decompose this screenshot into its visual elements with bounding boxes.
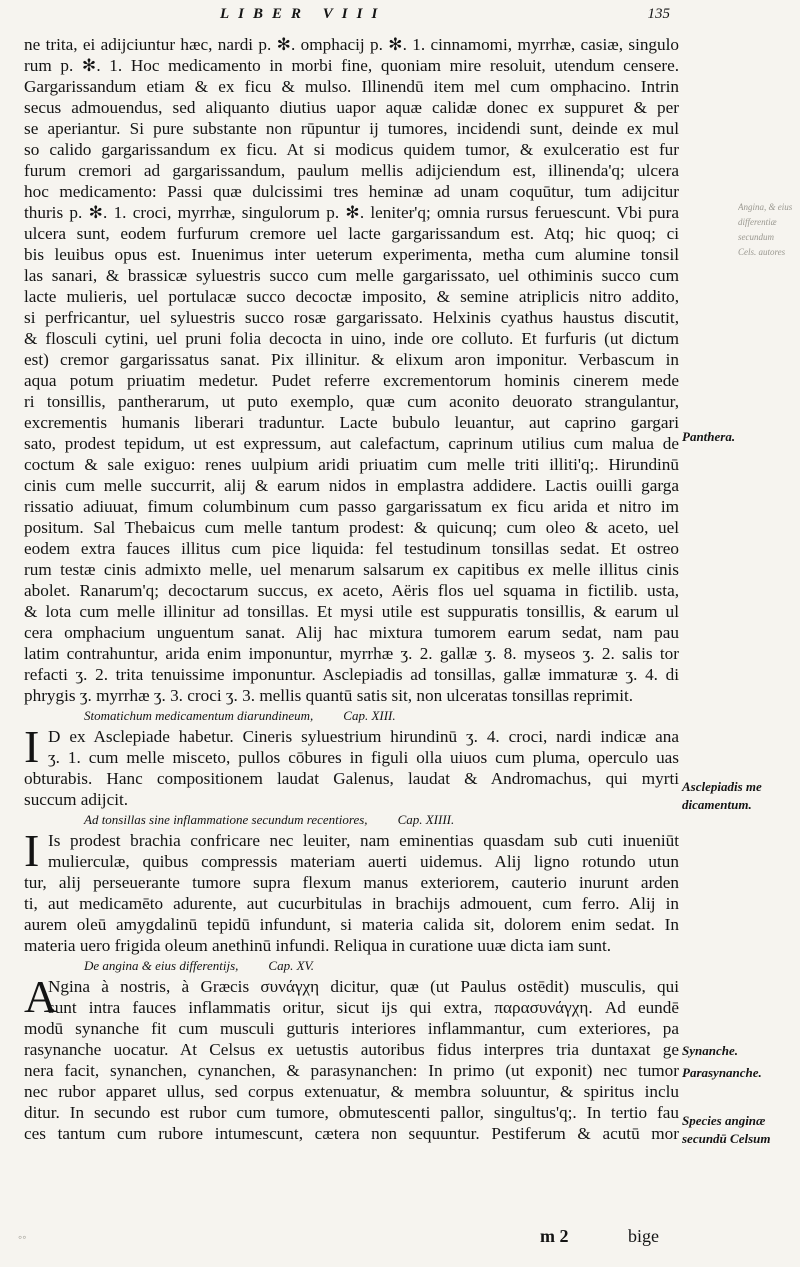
- text-line: latim contrahuntur, arida enim imponuntur, myrrhæ ʒ. 2. gallæ ʒ. 8. myseos ʒ. 2. salis tor: [24, 644, 679, 663]
- signature-mark: m 2: [540, 1226, 569, 1246]
- text-line: D ex Asclepiade habetur. Cineris syluestrium hirundinū ʒ. 4. croci, nardi indicæ ana: [48, 727, 679, 746]
- page-footer: [0, 1226, 800, 1256]
- running-head: LIBER VIII: [220, 6, 387, 22]
- text-line: refacti ʒ. 2. trita tenuissime imponuntur. Asclepiadis ad tonsillas, gallæ immaturæ ʒ. 4. di: [24, 665, 679, 684]
- ornament-fragment-icon: ◦◦: [18, 1230, 27, 1244]
- margin-note-panthera: Panthera.: [682, 429, 736, 444]
- text-line: & flosculi cytini, uel pruni folia decocta in uino, inde ore colluto. Et furfuris (ut dictum: [24, 329, 679, 348]
- text-line: materia uero frigida oleum anethinū infundi. Reliqua in curatione uuæ dicta iam sunt.: [24, 936, 612, 955]
- text-line: positum. Sal Thebaicus cum melle tantum prodest: & quicunq; cum oleo & aceto, uel: [24, 518, 679, 537]
- text-line: mulierculæ, quibus compressis materiam auerti uidemus. Alij ligno rotundo utun: [48, 852, 679, 871]
- text-line: tur, alij perseuerante tumore supra flexum manus exteriorem, cauterio inurunt arden: [24, 873, 679, 892]
- text-line: bis leuibus opus est. Inuenimus inter ueterum experimenta, metha cum alumine tonsil: [24, 245, 679, 264]
- chapter-title: Ad tonsillas sine inflammatione secundum recentiores,: [84, 812, 368, 827]
- initial-letter: A: [24, 971, 58, 1022]
- chapter-paragraph: [24, 825, 679, 956]
- margin-note-synanche: Synanche.: [682, 1043, 738, 1058]
- text-line: thuris p. ✻. 1. croci, myrrhæ, singulorum p. ✻. leniter'q; omnia rursus feruescunt. Vbi pura: [24, 203, 679, 222]
- text-line: ces tantum cum rubore intumescunt, cætera non sequuntur. Pestiferum & acutū mor: [24, 1124, 679, 1143]
- text-line: secus admouendus, sed aliquanto diutius uapor aquæ calidæ donec ex suppuret & per: [24, 98, 679, 117]
- text-line: modū synanche fit cum musculi gutturis interiores inflammantur, cum exteriores, pa: [24, 1019, 679, 1038]
- text-line: eodem extra fauces illitus cum pice liquida: fel testudinum tonsillas sedat. Et ostreo: [24, 539, 679, 558]
- page-header: [0, 6, 800, 28]
- faded-margin-note: Angina, & eius differentiæ secundum Cels. autores: [738, 202, 793, 257]
- text-line: sunt intra fauces inflammatis oritur, sicut ijs qui extra, παρασυνάγχη. Ad eundē: [48, 998, 679, 1017]
- text-line: so calido gargarissandum ex ficu. At si modicus quidem tumor, & exulceratio est fur: [24, 140, 679, 159]
- text-line: ti, aut medicamēto adurente, aut cucurbitulas in brachijs admouent, cum ferro. Alij in: [24, 894, 679, 913]
- text-line: Is prodest brachia confricare nec leuiter, nam eminentias quasdam sub cuti inueniūt: [48, 831, 679, 850]
- text-column: [24, 34, 679, 1144]
- margin-note-species-1: Species anginæ: [682, 1113, 766, 1128]
- text-line: obturabis. Hanc compositionem laudat Galenus, laudat & Andromachus, qui myrti: [24, 769, 679, 788]
- margin-note-parasynanche: Parasynanche.: [682, 1065, 762, 1080]
- chapter-number: Cap. XV.: [268, 958, 315, 973]
- chapter-number: Cap. XIIII.: [397, 812, 455, 827]
- text-line: nera facit, synanchen, cynanchen, & parasynanchen: In primo (ut exponit) nec tumor: [24, 1061, 679, 1080]
- margin-note-species-2: secundū Celsum: [682, 1131, 771, 1146]
- chapter-heading: [24, 706, 679, 726]
- text-line: si perfricantur, uel syluestris succo rosæ gargarissato. Helxinis cyathus haustus discutit,: [24, 308, 679, 327]
- text-line: rum testæ cinis admixto melle, uel menarum salsarum ex capitibus ex melle illitus cinis: [24, 560, 679, 579]
- text-line: Ngina à nostris, à Græcis συνάγχη dicitur, quæ (ut Paulus ostēdit) musculis, qui: [48, 977, 679, 996]
- text-line: furum cremori ad gargarissandum, paulum mellis adijciendum est, illinenda'q; ulcera: [24, 161, 679, 180]
- text-line: se aperiantur. Si pure substante non rūpuntur ij tumores, incidendi sunt, deinde ex mul: [24, 119, 679, 138]
- text-line: rissatio adiuuat, fimum columbinum cum passo gargarissatum ex ficu arida et nitro im: [24, 497, 679, 516]
- text-line: ne trita, ei adijciuntur hæc, nardi p. ✻. omphacij p. ✻. 1. cinnamomi, myrrhæ, casiæ, singulo: [24, 35, 679, 54]
- text-line: succum adijcit.: [24, 790, 129, 809]
- text-line: nec rubor apparet ullus, sed corpus extenuatur, & membra soluuntur, & spiritus inclu: [24, 1082, 679, 1101]
- text-line: hoc medicamento: Passi quæ dulcissimi tres heminæ ad unam coquūtur, tum adijcitur: [24, 182, 679, 201]
- margin-note-asclepiadis-2: dicamentum.: [682, 797, 752, 812]
- text-line: excrementis humanis liberari traduntur. Lacte bubulo leuantur, aut caprino gargari: [24, 413, 679, 432]
- initial-letter: I: [24, 825, 40, 876]
- text-line: cera omphacium unguentum sanat. Alij hac mixtura tumorem earum sedat, nam pau: [24, 623, 679, 642]
- folio-number: 135: [647, 6, 670, 22]
- text-line: ʒ. 1. cum melle misceto, pullos cōbures in figuli olla uiuos cum pluma, operculo uas: [48, 748, 679, 767]
- chapter-paragraph: [24, 971, 679, 1144]
- text-line: Gargarissandum etiam & ex ficu & mulso. Illinendū item mel cum omphacino. Intrin: [24, 77, 679, 96]
- text-line: ditur. In secundo est rubor cum tumore, obmutescenti pallor, singultus'q;. In tertio fau: [24, 1103, 679, 1122]
- chapter-heading: [24, 956, 679, 976]
- text-line: abolet. Ranarum'q; decoctarum succus, ex aceto, Aëris flos uel squama in fictilib. usta,: [24, 581, 679, 600]
- text-line: sato, prodest tepidum, ut est expressum, aut calefactum, caprinum utilius cum malua de: [24, 434, 679, 453]
- text-line: lacte mulieris, uel portulacæ succo decoctæ imposito, & semine atriplicis nitro addito,: [24, 287, 679, 306]
- text-line: rasynanche uocatur. At Celsus ex uetustis autoribus fidus interpres tria duntaxat ge: [24, 1040, 679, 1059]
- text-line: phrygis ʒ. myrrhæ ʒ. 3. croci ʒ. 3. mellis quantū satis sit, non ulceratas tonsillas reprimit.: [24, 686, 634, 705]
- text-line: cinis cum melle succurrit, alij & earum nidos in emplastra addidere. Lactis ouilli garga: [24, 476, 679, 495]
- catchword: bige: [628, 1226, 659, 1246]
- chapter-title: De angina & eius differentijs,: [84, 958, 239, 973]
- text-line: aurem oleū amygdalinū tepidū infundunt, si materia calida sit, dolorem enim sedat. In: [24, 915, 679, 934]
- text-line: aqua potum priuatim medetur. Pudet referre excrementorum hominis cinerem mede: [24, 371, 679, 390]
- text-line: rum p. ✻. 1. Hoc medicamento in morbi fine, quoniam mire resoluit, utendum censere.: [24, 56, 679, 75]
- initial-letter: I: [24, 721, 40, 772]
- text-line: est) cremor gargarissatus sanat. Pix illinitur. & elixum aron imponitur. Verbascum in: [24, 350, 679, 369]
- chapter-heading: [24, 810, 679, 830]
- text-line: las sanari, & brassicæ syluestris succo cum melle gargarissato, uel othiminis succo cum: [24, 266, 679, 285]
- paragraph-continuation: [24, 34, 679, 706]
- text-line: ulcera sunt, eodem furfurum cremore uel lacte gargarissandum est. Atq; hic quoq; ci: [24, 224, 679, 243]
- chapter-paragraph: [24, 721, 679, 810]
- text-line: & lota cum melle illinitur ad tonsillas. Et mysi utile est suppuratis tonsillis, & earum ul: [24, 602, 679, 621]
- text-line: ri tonsillis, pantherarum, ut puto exemplo, quæ cum aconito deuorato strangulantur,: [24, 392, 679, 411]
- margin-note-asclepiadis-1: Asclepiadis me: [682, 779, 762, 794]
- text-line: coctum & sale exiguo: renes uulpium aridi priuatim cum melle triti illiti'q;. Hirundinū: [24, 455, 679, 474]
- chapter-number: Cap. XIII.: [343, 708, 396, 723]
- chapter-title: Stomatichum medicamentum diarundineum,: [84, 708, 314, 723]
